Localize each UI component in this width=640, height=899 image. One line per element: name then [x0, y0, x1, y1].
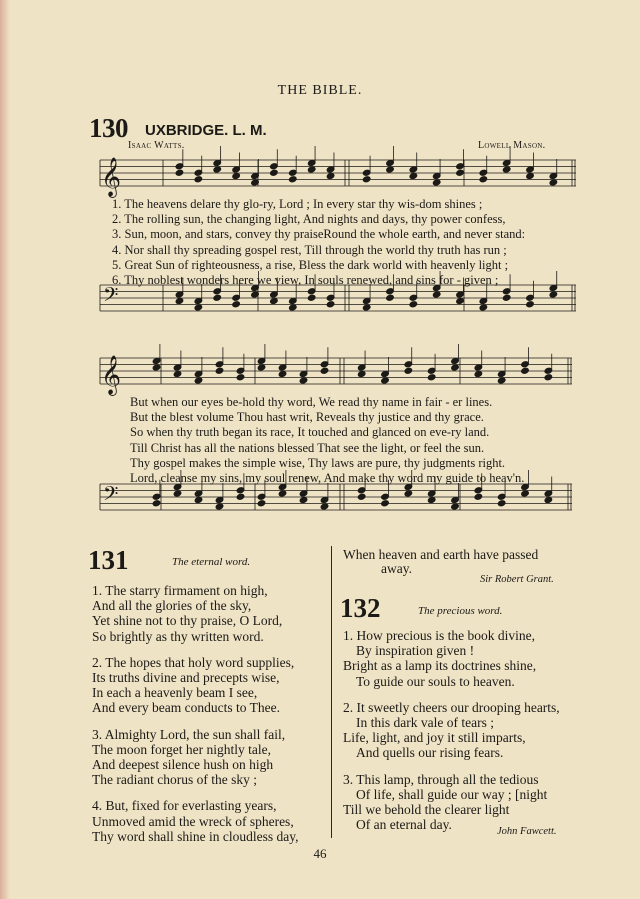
stanza-line: And every beam conducts to Thee. [92, 700, 280, 716]
svg-text:𝄢: 𝄢 [103, 283, 119, 311]
stanza-line: 2. The hopes that holy word supplies, [92, 654, 295, 670]
stanza-line: Till we behold the clearer light [343, 802, 510, 817]
stanza-line: By inspiration given ! [356, 643, 475, 659]
stanza-line: So brightly as thy written word. [92, 628, 264, 644]
verse-line: Lord, cleanse my sins, my soul renew, And make thy word my guide to heav'n. [130, 471, 525, 485]
running-title: THE BIBLE. [277, 83, 363, 98]
hymn-132-author: John Fawcett. [497, 826, 557, 837]
hymn-131-author: Sir Robert Grant. [480, 574, 554, 585]
verse-line: So when thy truth began its race, It touched and glanced on eve-ry land. [130, 425, 490, 440]
column-divider [331, 546, 332, 838]
stanza-line: And all the glories of the sky, [92, 598, 252, 614]
stanza-line: Thy word shall shine in cloudless day, [92, 828, 299, 844]
svg-text:𝄞: 𝄞 [101, 157, 122, 197]
verse-line: But when our eyes be-hold thy word, We read thy name in fair - er lines. [130, 395, 493, 409]
hymn-131-continuation-line-1: When heaven and earth have passed [343, 547, 539, 562]
verse-line: 6. Thy noblest wonders here we view, In souls renewed, and sins for - given ; [112, 273, 499, 287]
stanza-line: And quells our rising fears. [356, 745, 504, 761]
hymn-131-number: 131 [88, 545, 129, 575]
stanza-line: 3. Almighty Lord, the sun shall fail, [92, 726, 286, 742]
hymn-130-composer: Lowell Mason. [478, 140, 546, 151]
hymn-130-number: 130 [89, 113, 128, 143]
stanza-line: 2. It sweetly cheers our drooping hearts, [343, 699, 560, 715]
hymn-132-subtitle: The precious word. [418, 605, 503, 617]
stanza-line: Bright as a lamp its doctrines shine, [343, 658, 537, 674]
stanza-line: The moon forget her nightly tale, [92, 741, 271, 757]
hymn-130-author: Isaac Watts. [128, 140, 185, 151]
stanza-line: To guide our souls to heaven. [356, 673, 515, 689]
svg-text:𝄞: 𝄞 [101, 355, 122, 395]
verse-line: Till Christ has all the nations blessed That see the light, or feel the sun. [130, 440, 485, 455]
hymn-130-tune: UXBRIDGE. L. M. [145, 122, 267, 139]
hymn-132-number: 132 [340, 593, 381, 623]
stanza-line: 1. How precious is the book divine, [343, 628, 535, 643]
verse-line: But the blest volume Thou hast writ, Reveals thy justice and thy grace. [130, 410, 484, 425]
stanza-line: The radiant chorus of the sky ; [92, 772, 257, 788]
stanza-line: Unmoved amid the wreck of spheres, [92, 813, 294, 829]
stanza-line: Of life, shall guide our way ; [night [356, 786, 548, 802]
verse-line: 2. The rolling sun, the changing light, And nights and days, thy power confess, [112, 212, 506, 227]
stanza-line: Life, light, and joy it still imparts, [343, 730, 526, 746]
page-number: 46 [313, 846, 327, 861]
verse-line: 3. Sun, moon, and stars, convey thy praiseRound the whole earth, and never stand: [112, 227, 526, 242]
stanza-line: 1. The starry firmament on high, [92, 583, 268, 598]
verse-line: Thy gospel makes the simple wise, Thy laws are pure, thy judgments right. [130, 455, 506, 470]
svg-text:𝄢: 𝄢 [103, 482, 119, 510]
stanza-line: 4. But, fixed for everlasting years, [92, 798, 277, 814]
stanza-line: In this dark vale of tears ; [356, 715, 494, 730]
stanza-line: And deepest silence hush on high [92, 757, 274, 772]
verse-line: 4. Nor shall thy spreading gospel rest, Till through the world thy truth has run ; [112, 242, 507, 257]
verse-line: 1. The heavens delare thy glo-ry, Lord ; In every star thy wis-dom shines ; [112, 197, 483, 211]
stanza-line: Of an eternal day. [356, 817, 452, 833]
stanza-line: Its truths divine and precepts wise, [92, 670, 280, 685]
stanza-line: Yet shine not to thy praise, O Lord, [92, 613, 283, 629]
stanza-line: In each a heavenly beam I see, [92, 685, 258, 701]
verse-line: 5. Great Sun of righteousness, a rise, Bless the dark world with heavenly light ; [112, 257, 509, 272]
stanza-line: 3. This lamp, through all the tedious [343, 771, 539, 787]
hymn-131-continuation-line-2: away. [381, 561, 412, 576]
hymn-131-subtitle: The eternal word. [172, 556, 251, 568]
